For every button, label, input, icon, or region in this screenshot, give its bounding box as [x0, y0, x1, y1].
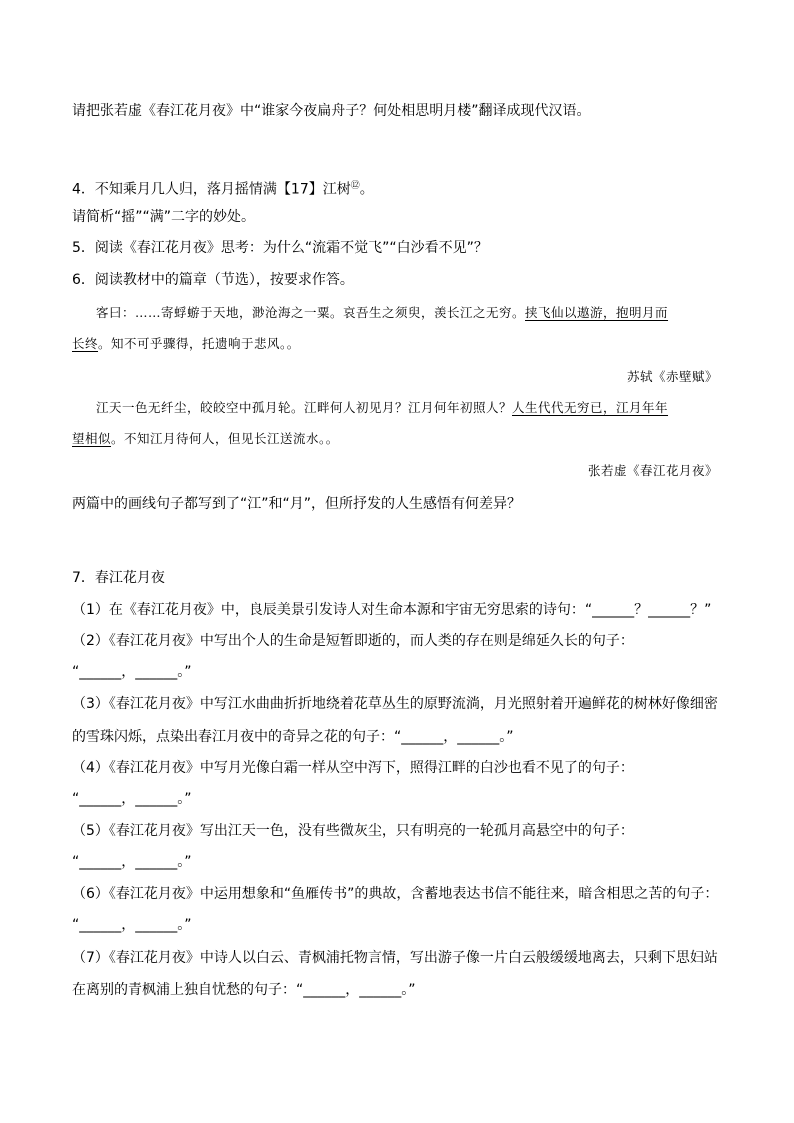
passage-1-line-1 — [96, 303, 668, 323]
question-7-7a: （7）《春江花月夜》中诗人以白云、青枫浦托物言情，写出游子像一片白云般缓缓地离去，只剩下思妇站 — [72, 950, 718, 966]
question-7-title: 7．春江花月夜 — [72, 570, 165, 586]
question-4-text: 4．不知乘月几人归，落月摇情满【17】江树 — [72, 181, 351, 198]
question-7-2a: （2）《春江花月夜》中写出个人的生命是短暂即逝的，而人类的存在则是绵延久长的句子： — [72, 633, 634, 649]
passage-1-underlined-end: 长终 — [72, 336, 99, 351]
question-4-end: 。 — [359, 181, 374, 198]
passage-2-underlined: 人生代代无穷已，江月年年 — [512, 400, 669, 415]
question-4-prompt: 请简析“摇”“满”二字的妙处。 — [72, 209, 256, 225]
passage-1-text-end: 。知不可乎骤得，托遗响于悲风。。 — [98, 336, 300, 351]
question-7-6a: （6）《春江花月夜》中运用想象和“鱼雁传书”的典故，含蓄地表达书信不能往来，暗含相思之苦的句子： — [72, 886, 719, 902]
passage-1-source: 苏轼《赤壁赋》 — [626, 369, 718, 384]
question-7-5a: （5）《春江花月夜》写出江天一色，没有些微灰尘，只有明亮的一轮孤月高悬空中的句子： — [72, 823, 634, 839]
passage-2-underlined-end: 望相似 — [72, 431, 112, 446]
passage-2-line-1 — [96, 398, 668, 418]
question-5: 5．阅读《春江花月夜》思考：为什么“流霜不觉飞”“白沙看不见”？ — [72, 240, 488, 256]
passage-1-text: 客曰：……寄蜉蝣于天地，渺沧海之一粟。哀吾生之须臾，羡长江之无穷。 — [96, 305, 526, 320]
question-7-4b: “______，______。” — [72, 791, 192, 807]
question-7-6b: “______，______。” — [72, 917, 192, 933]
question-7-3a: （3）《春江花月夜》中写江水曲曲折折地绕着花草丛生的原野流淌，月光照射着开遍鲜花的树林好像细密 — [72, 696, 718, 712]
passage-2-text-end: 。不知江月待何人，但见长江送流水。。 — [111, 431, 339, 446]
question-7-1: （1）在《春江花月夜》中，良辰美景引发诗人对生命本源和宇宙无穷思索的诗句：“______？______？” — [72, 602, 712, 618]
passage-1-underlined: 挟飞仙以遨游，抱明月而 — [525, 305, 669, 320]
passage-1-line-2 — [72, 334, 300, 354]
question-6-ask: 两篇中的画线句子都写到了“江”和“月”，但所抒发的人生感悟有何差异？ — [72, 496, 522, 512]
question-7-2b: “______，______。” — [72, 664, 192, 680]
passage-2-line-2 — [72, 429, 339, 449]
question-6: 6．阅读教材中的篇章（节选），按要求作答。 — [72, 272, 354, 288]
question-4-line — [72, 176, 374, 200]
question-7-3b: 的雪珠闪烁，点染出春江月夜中的奇异之花的句子：“______，______。” — [72, 729, 514, 745]
question-7-4a: （4）《春江花月夜》中写月光像白霜一样从空中泻下，照得江畔的白沙也看不见了的句子： — [72, 760, 634, 776]
question-translate: 请把张若虚《春江花月夜》中“谁家今夜扁舟子？何处相思明月楼”翻译成现代汉语。 — [72, 103, 591, 119]
passage-2-text: 江天一色无纤尘，皎皎空中孤月轮。江畔何人初见月？江月何年初照人？ — [96, 400, 513, 415]
footnote-mark: ⑫ — [350, 181, 360, 191]
question-7-7b: 在离别的青枫浦上独自忧愁的句子：“______，______。” — [72, 982, 416, 998]
passage-2-source: 张若虚《春江花月夜》 — [587, 463, 718, 478]
question-7-5b: “______，______。” — [72, 854, 192, 870]
